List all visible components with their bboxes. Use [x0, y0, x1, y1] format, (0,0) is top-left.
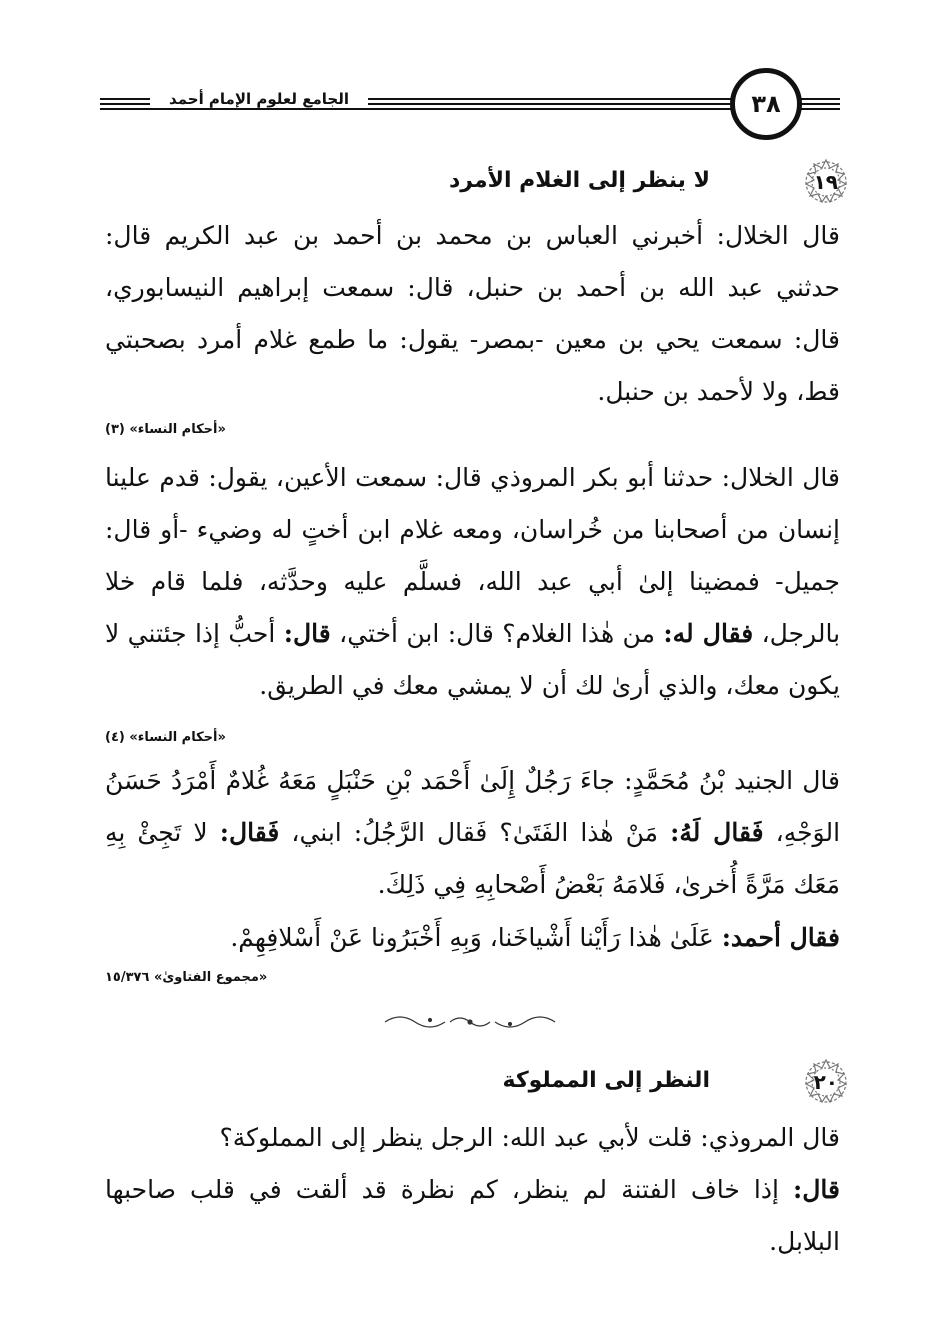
paragraph-5: قال المروذي: قلت لأبي عبد الله: الرجل ينظر إلى المملوكة؟ [219, 1123, 840, 1152]
source-citation: «أحكام النساء» (٤) [105, 730, 226, 745]
section-number: ٢٠ [813, 1070, 838, 1094]
bold-phrase: قال: [793, 1175, 840, 1204]
bold-phrase: قال: [283, 619, 331, 648]
section-title: النظر إلى المملوكة [502, 1068, 710, 1093]
section-number: ١٩ [813, 170, 838, 194]
paragraph-text: مَنْ هٰذا الفَتَىٰ؟ فَقال الرَّجُلُ: ابني، [291, 818, 659, 847]
running-title: الجامع لعلوم الإمام أحمد [150, 90, 368, 108]
header-rule-right [800, 96, 840, 112]
bold-phrase: فَقال لَهُ: [670, 818, 764, 847]
paragraph-text: من هٰذا الغلام؟ قال: ابن أختي، [339, 619, 655, 648]
paragraph-text: لا تَجِئْ بِهِ مَعَك مَرَّةً أُخرىٰ، فَلامَهُ بَعْضُ أَصْحابِهِ فِي ذَلِكَ. [105, 818, 840, 899]
bold-phrase: فقال أحمد: [721, 923, 840, 952]
page-header [0, 60, 932, 150]
paragraph-4 [105, 912, 840, 964]
section-heading-19 [100, 158, 850, 208]
paragraph-3 [105, 755, 840, 911]
paragraph-text: قال الجنيد بْنُ مُحَمَّدٍ: جاءَ رَجُلٌ إِلَىٰ أَحْمَد بْنِ حَنْبَلٍ مَعَهُ غُلامٌ أَمْرَدُ حَسَنُ الوَجْهِ، [105, 766, 841, 847]
paragraph-text: إذا خاف الفتنة لم ينظر، كم نظرة قد ألقت في قلب صاحبها البلابل. [105, 1175, 840, 1256]
section-title: لا ينظر إلى الغلام الأمرد [448, 168, 710, 193]
section-heading-20 [100, 1058, 850, 1108]
source-citation: «أحكام النساء» (٣) [105, 422, 226, 437]
bold-phrase: فَقال: [219, 818, 280, 847]
paragraph-text: عَلَىٰ هٰذا رَأَيْنا أَشْياخَنا، وَبِهِ أَخْبَرُونا عَنْ أَسْلافِهِمْ. [230, 923, 714, 952]
paragraph-1: قال الخلال: أخبرني العباس بن محمد بن أحمد بن عبد الكريم قال: حدثني عبد الله بن أحمد بن حنبل، قال: سمعت إبراهيم النيسابوري، قال: سمعت يحي بن معين -بمصر- يقول: ما طمع غلام أمرد بصحبتي قط، ولا لأحمد بن حنبل. [105, 221, 840, 406]
bold-phrase: فقال له: [663, 619, 754, 648]
paragraph-text: أحبُّ إذا جئتني لا يكون معك، والذي أرىٰ لك أن لا يمشي معك في الطريق. [105, 619, 840, 700]
floral-divider-icon [380, 1012, 560, 1032]
source-citation: «مجموع الفتاوىٰ» ١٥/٣٧٦ [105, 970, 268, 985]
paragraph-2 [105, 452, 840, 712]
page-number: ٣٨ [730, 68, 802, 140]
paragraph-6 [105, 1164, 840, 1268]
paragraph-text: قال الخلال: حدثنا أبو بكر المروذي قال: سمعت الأعين، يقول: قدم علينا إنسان من أصحابنا من خُراسان، ومعه غلام ابن أختٍ له وضيء -أو قال: جميل- فمضينا إلىٰ أبي عبد الله، فسلَّم عليه وحدَّثه، فلما قام خلا بالرجل، [105, 463, 841, 648]
